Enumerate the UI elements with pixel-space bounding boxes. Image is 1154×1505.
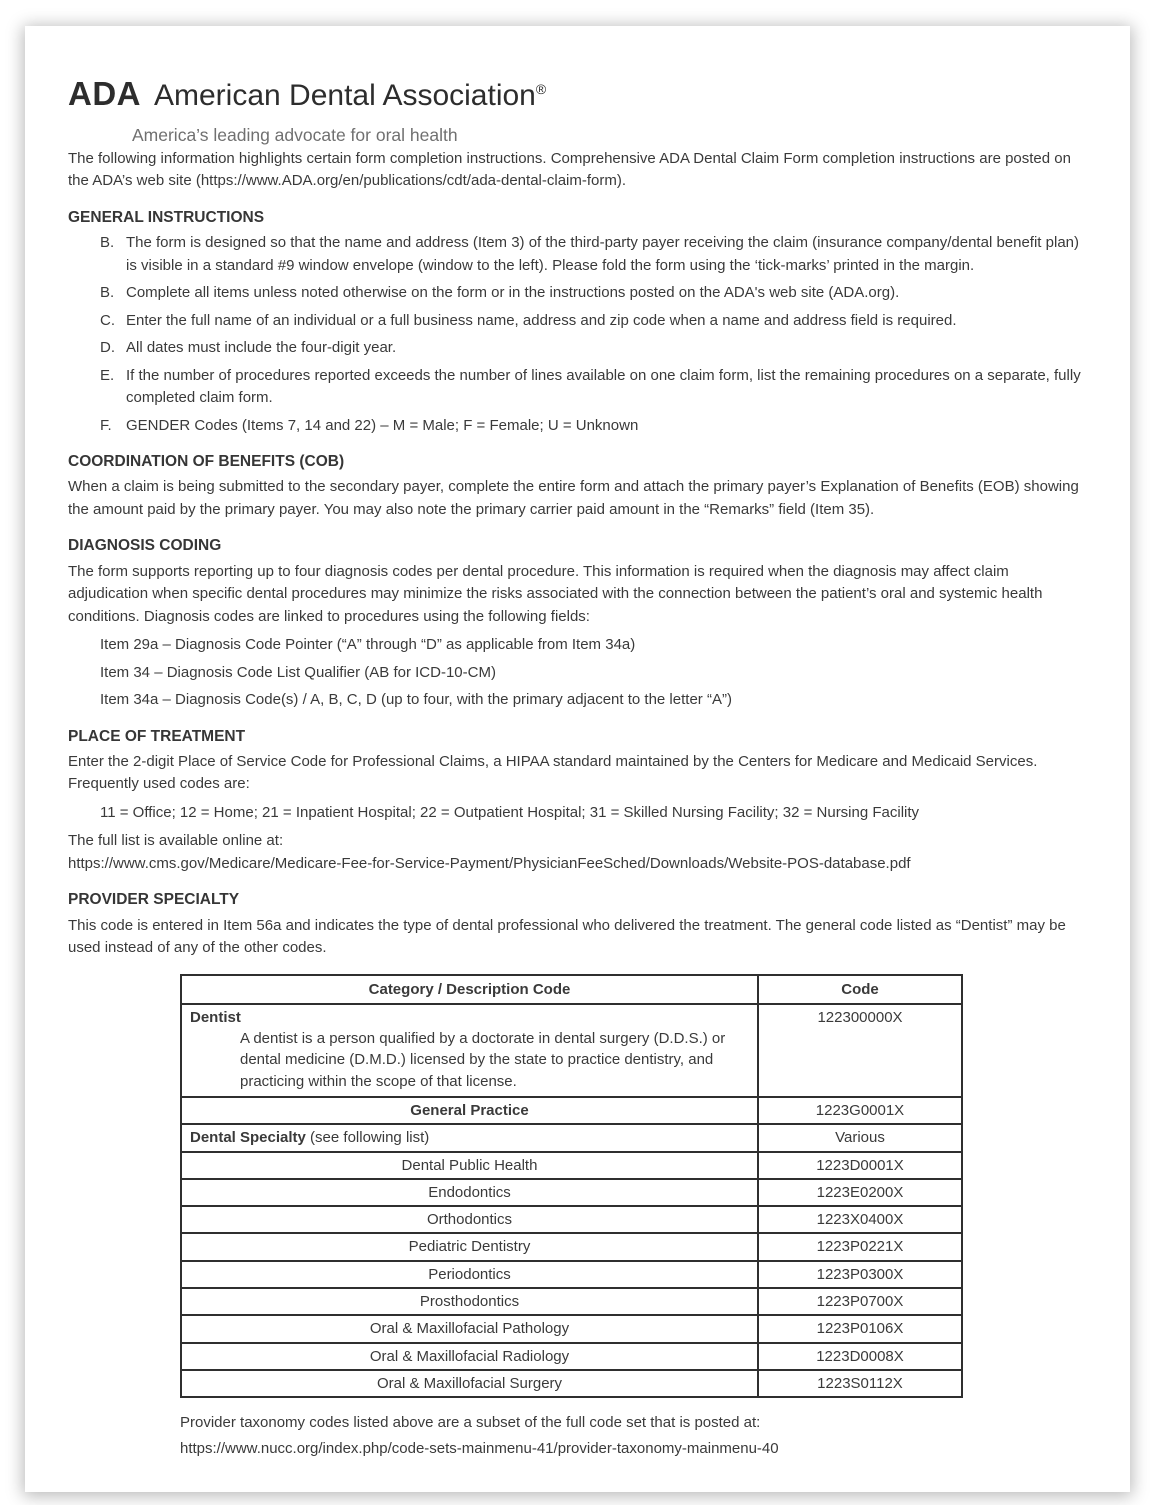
table-footnote xyxy=(180,1410,1088,1462)
registered-trademark-icon: ® xyxy=(535,81,547,97)
instruction-item xyxy=(100,282,1088,305)
ada-logo-name xyxy=(154,73,546,118)
place-of-treatment-heading: PLACE OF TREATMENT xyxy=(68,727,246,745)
table-row xyxy=(181,1179,962,1206)
cell-category: Endodontics xyxy=(181,1179,758,1206)
instruction-item xyxy=(100,415,1088,438)
instruction-item xyxy=(100,310,1088,333)
section-general-instructions xyxy=(68,206,1088,437)
provider-specialty-table xyxy=(180,974,963,1399)
item-text: Enter the full name of an individual or a full business name, address and zip code when a name and address field is required. xyxy=(126,311,957,329)
table-row xyxy=(181,1315,962,1342)
table-row xyxy=(181,1152,962,1179)
table-row xyxy=(181,1261,962,1288)
table-header-category: Category / Description Code xyxy=(181,975,758,1004)
section-coordination-of-benefits xyxy=(68,450,1088,521)
cell-code: 1223D0008X xyxy=(758,1343,962,1370)
cms-pos-url: https://www.cms.gov/Medicare/Medicare-Fee-for-Service-Payment/PhysicianFeeSched/Downloads/Website-POS-database.pdf xyxy=(68,854,911,872)
dentist-label: Dentist xyxy=(190,1008,241,1026)
provider-specialty-heading: PROVIDER SPECIALTY xyxy=(68,891,240,909)
ada-logo xyxy=(68,69,1088,148)
section-diagnosis-coding xyxy=(68,534,1088,711)
cell-code: 1223E0200X xyxy=(758,1179,962,1206)
section-provider-specialty xyxy=(68,888,1088,959)
cell-code: 1223X0400X xyxy=(758,1206,962,1233)
diagnosis-item: Item 34 – Diagnosis Code List Qualifier (AB for ICD-10-CM) xyxy=(100,663,496,681)
cell-code: Various xyxy=(758,1124,962,1151)
dental-specialty-note: (see following list) xyxy=(305,1129,430,1147)
table-row-dentist xyxy=(181,1004,962,1097)
dental-specialty-label: Dental Specialty xyxy=(190,1129,306,1147)
document-page xyxy=(25,26,1130,1492)
table-header-code: Code xyxy=(758,975,962,1004)
item-letter: E. xyxy=(100,366,115,384)
table-row-general-practice xyxy=(181,1097,962,1124)
cell-code: 1223P0221X xyxy=(758,1233,962,1260)
cell-code: 1223S0112X xyxy=(758,1370,962,1397)
cell-code: 1223G0001X xyxy=(758,1097,962,1124)
cell-category: Dental Public Health xyxy=(181,1152,758,1179)
general-instructions-heading: GENERAL INSTRUCTIONS xyxy=(68,208,265,226)
cell-category: General Practice xyxy=(181,1097,758,1124)
item-letter: B. xyxy=(100,234,115,251)
cell-category: Orthodontics xyxy=(181,1206,758,1233)
diagnosis-items xyxy=(68,634,1088,712)
dentist-code: 122300000X xyxy=(758,1004,962,1097)
item-text: GENDER Codes (Items 7, 14 and 22) – M = Male; F = Female; U = Unknown xyxy=(126,416,639,434)
cell-category: Oral & Maxillofacial Radiology xyxy=(181,1343,758,1370)
ada-tagline: America’s leading advocate for oral health xyxy=(132,124,458,145)
item-text: All dates must include the four-digit year. xyxy=(126,339,397,356)
instruction-item xyxy=(100,337,1088,360)
place-paragraph: Enter the 2-digit Place of Service Code for Professional Claims, a HIPAA standard maintained by the Centers for Medicare and Medicaid Services. Frequently used codes are: xyxy=(68,752,1038,793)
instruction-item xyxy=(100,365,1088,410)
item-letter: F. xyxy=(100,416,112,434)
table-row-dental-specialty xyxy=(181,1124,962,1151)
intro-paragraph: The following information highlights certain form completion instructions. Comprehensive ADA Dental Claim Form completion instructions are posted on the ADA’s web site (https://www.ADA.org/en/publications/cdt/ada-dental-claim-form). xyxy=(68,149,1071,190)
footnote-taxonomy-url: https://www.nucc.org/index.php/code-sets-mainmenu-41/provider-taxonomy-mainmenu-40 xyxy=(180,1440,779,1458)
table-row xyxy=(181,1206,962,1233)
cell-category: Oral & Maxillofacial Surgery xyxy=(181,1370,758,1397)
cell-code: 1223P0700X xyxy=(758,1288,962,1315)
item-letter: C. xyxy=(100,311,115,329)
item-text: Complete all items unless noted otherwise on the form or in the instructions posted on the ADA's web site (ADA.org). xyxy=(126,284,900,301)
item-text: The form is designed so that the name and address (Item 3) of the third-party payer receiving the claim (insurance company/dental benefit plan) is visible in a standard #9 window envelope (window to the left). Please fold the form using the ‘tick-marks’ printed in the margin. xyxy=(126,234,1079,274)
diagnosis-item: Item 29a – Diagnosis Code Pointer (“A” through “D” as applicable from Item 34a) xyxy=(100,636,636,653)
footnote-line: Provider taxonomy codes listed above are a subset of the full code set that is posted at: xyxy=(180,1414,761,1432)
place-of-service-codes: 11 = Office; 12 = Home; 21 = Inpatient Hospital; 22 = Outpatient Hospital; 31 = Skilled Nursing Facility; 32 = Nursing Facility xyxy=(100,803,920,821)
full-list-label: The full list is available online at: xyxy=(68,832,284,850)
diagnosis-paragraph: The form supports reporting up to four diagnosis codes per dental procedure. This information is required when the diagnosis may affect claim adjudication when specific dental procedures may minimize the risks associated with the connection between the patient’s oral and systemic health conditions. Diagnosis codes are linked to procedures using the following fields: xyxy=(68,562,1043,625)
item-letter: B. xyxy=(100,284,115,301)
instruction-item xyxy=(100,232,1088,277)
cell-code: 1223P0300X xyxy=(758,1261,962,1288)
general-instructions-list xyxy=(68,232,1088,437)
table-row xyxy=(181,1343,962,1370)
table-row xyxy=(181,1288,962,1315)
table-row xyxy=(181,1370,962,1397)
item-text: If the number of procedures reported exceeds the number of lines available on one claim form, list the remaining procedures on a separate, fully completed claim form. xyxy=(126,366,1081,406)
cell-category: Periodontics xyxy=(181,1261,758,1288)
dentist-cell xyxy=(181,1004,758,1097)
provider-paragraph: This code is entered in Item 56a and indicates the type of dental professional who delivered the treatment. The general code listed as “Dentist” may be used instead of any of the other codes. xyxy=(68,916,1066,956)
cell-code: 1223D0001X xyxy=(758,1152,962,1179)
section-place-of-treatment xyxy=(68,725,1088,876)
diagnosis-item: Item 34a – Diagnosis Code(s) / A, B, C, D (up to four, with the primary adjacent to the letter “A”) xyxy=(100,691,732,708)
cob-paragraph: When a claim is being submitted to the secondary payer, complete the entire form and attach the primary payer’s Explanation of Benefits (EOB) showing the amount paid by the primary payer. You may also note the primary carrier paid amount in the “Remarks” field (Item 35). xyxy=(68,478,1079,518)
cell-category: Prosthodontics xyxy=(181,1288,758,1315)
ada-logo-name-text: American Dental Association xyxy=(154,79,536,112)
cob-heading: COORDINATION OF BENEFITS (COB) xyxy=(68,453,345,470)
table-header-row xyxy=(181,975,962,1004)
diagnosis-coding-heading: DIAGNOSIS CODING xyxy=(68,537,222,555)
ada-logo-mark: ADA xyxy=(68,75,141,112)
item-letter: D. xyxy=(100,339,115,356)
cell-category xyxy=(181,1124,758,1151)
cell-category: Oral & Maxillofacial Pathology xyxy=(181,1315,758,1342)
cell-code: 1223P0106X xyxy=(758,1315,962,1342)
table-row xyxy=(181,1233,962,1260)
dentist-description: A dentist is a person qualified by a doctorate in dental surgery (D.D.S.) or dental medicine (D.M.D.) licensed by the state to practice dentistry, and practicing within the scope of that license. xyxy=(240,1030,726,1090)
cell-category: Pediatric Dentistry xyxy=(181,1233,758,1260)
